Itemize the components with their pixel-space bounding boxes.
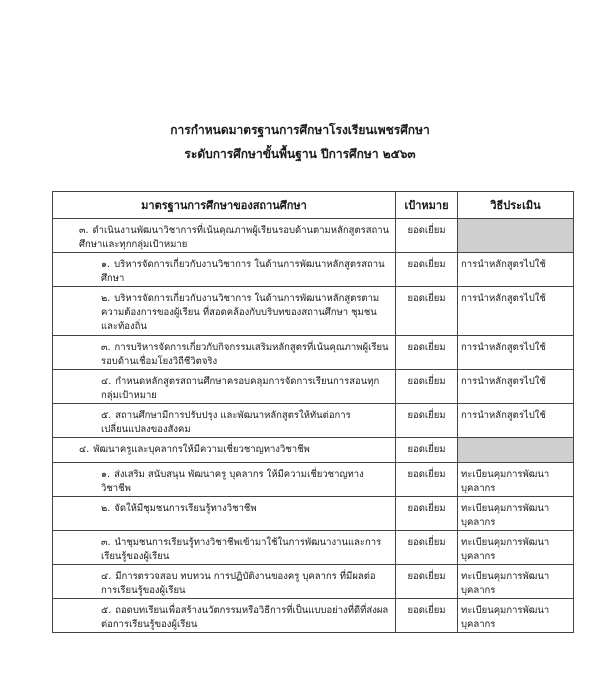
target-cell: ยอดเยี่ยม bbox=[396, 438, 458, 463]
standard-cell bbox=[53, 565, 396, 599]
item-text: สถานศึกษามีการปรับปรุง และพัฒนาหลักสูตรให้ทันต่อการเปลี่ยนแปลงของสังคม bbox=[101, 410, 351, 435]
item-number: ๓. bbox=[101, 342, 111, 353]
standard-cell bbox=[53, 404, 396, 438]
table-row bbox=[53, 531, 574, 565]
table-row bbox=[53, 565, 574, 599]
title-line-2: ระดับการศึกษาขั้นพื้นฐาน ปีการศึกษา ๒๕๖๓ bbox=[184, 147, 416, 161]
item-number: ๑. bbox=[101, 259, 111, 270]
method-cell: การนำหลักสูตรไปใช้ bbox=[458, 336, 574, 370]
target-cell: ยอดเยี่ยม bbox=[396, 463, 458, 497]
table-row bbox=[53, 497, 574, 531]
standard-cell bbox=[53, 219, 396, 253]
item-number: ๕. bbox=[101, 605, 112, 616]
target-cell: ยอดเยี่ยม bbox=[396, 404, 458, 438]
header-target: เป้าหมาย bbox=[396, 192, 458, 219]
table-header-row bbox=[53, 192, 574, 219]
target-cell: ยอดเยี่ยม bbox=[396, 287, 458, 336]
method-cell: การนำหลักสูตรไปใช้ bbox=[458, 287, 574, 336]
standards-table bbox=[52, 191, 574, 633]
item-text: มีการตรวจสอบ ทบทวน การปฏิบัติงานของครู บุคลากร ที่มีผลต่อการเรียนรู้ของผู้เรียน bbox=[101, 571, 376, 596]
table-row bbox=[53, 287, 574, 336]
table-row bbox=[53, 463, 574, 497]
target-cell: ยอดเยี่ยม bbox=[396, 599, 458, 633]
item-text: บริหารจัดการเกี่ยวกับงานวิชาการ ในด้านการพัฒนาหลักสูตรสถานศึกษา bbox=[101, 259, 385, 284]
method-cell: ทะเบียนคุมการพัฒนาบุคลากร bbox=[458, 463, 574, 497]
standard-cell bbox=[53, 438, 396, 463]
item-text: ดำเนินงานพัฒนาวิชาการที่เน้นคุณภาพผู้เรียนรอบด้านตามหลักสูตรสถานศึกษาและทุกกลุ่มเป้าหมาย bbox=[79, 225, 390, 250]
standard-cell bbox=[53, 463, 396, 497]
item-number: ๑. bbox=[101, 469, 111, 480]
method-cell: การนำหลักสูตรไปใช้ bbox=[458, 404, 574, 438]
item-text: พัฒนาครูและบุคลากรให้มีความเชี่ยวชาญทางวิชาชีพ bbox=[93, 444, 310, 455]
target-cell: ยอดเยี่ยม bbox=[396, 497, 458, 531]
item-number: ๔. bbox=[79, 444, 90, 455]
target-cell: ยอดเยี่ยม bbox=[396, 219, 458, 253]
standard-cell bbox=[53, 531, 396, 565]
item-number: ๔. bbox=[101, 571, 112, 582]
header-standard: มาตรฐานการศึกษาของสถานศึกษา bbox=[53, 192, 396, 219]
item-number: ๕. bbox=[101, 410, 112, 421]
standard-cell bbox=[53, 287, 396, 336]
target-cell: ยอดเยี่ยม bbox=[396, 531, 458, 565]
item-number: ๓. bbox=[79, 225, 89, 236]
table-row bbox=[53, 219, 574, 253]
method-cell bbox=[458, 438, 574, 463]
item-number: ๓. bbox=[101, 537, 111, 548]
method-cell: การนำหลักสูตรไปใช้ bbox=[458, 370, 574, 404]
standard-cell bbox=[53, 336, 396, 370]
title-line-1: การกำหนดมาตรฐานการศึกษาโรงเรียนเพชรศึกษา bbox=[170, 123, 430, 137]
table-row bbox=[53, 438, 574, 463]
item-text: ส่งเสริม สนับสนุน พัฒนาครู บุคลากร ให้มีความเชี่ยวชาญทางวิชาชีพ bbox=[101, 469, 364, 494]
target-cell: ยอดเยี่ยม bbox=[396, 253, 458, 287]
item-number: ๔. bbox=[101, 376, 112, 387]
target-cell: ยอดเยี่ยม bbox=[396, 370, 458, 404]
standard-cell bbox=[53, 370, 396, 404]
table-row bbox=[53, 336, 574, 370]
method-cell: การนำหลักสูตรไปใช้ bbox=[458, 253, 574, 287]
item-number: ๒. bbox=[101, 503, 111, 514]
table-row bbox=[53, 370, 574, 404]
method-cell: ทะเบียนคุมการพัฒนาบุคลากร bbox=[458, 531, 574, 565]
method-cell: ทะเบียนคุมการพัฒนาบุคลากร bbox=[458, 565, 574, 599]
method-cell: ทะเบียนคุมการพัฒนาบุคลากร bbox=[458, 599, 574, 633]
item-number: ๒. bbox=[101, 293, 111, 304]
target-cell: ยอดเยี่ยม bbox=[396, 565, 458, 599]
standard-cell bbox=[53, 599, 396, 633]
item-text: กำหนดหลักสูตรสถานศึกษาครอบคลุมการจัดการเรียนการสอนทุกกลุ่มเป้าหมาย bbox=[101, 376, 380, 401]
table-row bbox=[53, 253, 574, 287]
header-method: วิธีประเมิน bbox=[458, 192, 574, 219]
table-row bbox=[53, 404, 574, 438]
item-text: นำชุมชนการเรียนรู้ทางวิชาชีพเข้ามาใช้ในการพัฒนางานและการเรียนรู้ของผู้เรียน bbox=[101, 537, 382, 562]
method-cell: ทะเบียนคุมการพัฒนาบุคลากร bbox=[458, 497, 574, 531]
item-text: การบริหารจัดการเกี่ยวกับกิจกรรมเสริมหลักสูตรที่เน้นคุณภาพผู้เรียนรอบด้านเชื่อมโยงวิถีชีวิตจริง bbox=[101, 342, 389, 367]
target-cell: ยอดเยี่ยม bbox=[396, 336, 458, 370]
standard-cell bbox=[53, 253, 396, 287]
standard-cell bbox=[53, 497, 396, 531]
item-text: ถอดบทเรียนเพื่อสร้างนวัตกรรมหรือวิธีการที่เป็นแบบอย่างที่ดีที่ส่งผลต่อการเรียนรู้ของผู้เรียน bbox=[101, 605, 389, 630]
document-title bbox=[0, 118, 600, 166]
item-text: จัดให้มีชุมชนการเรียนรู้ทางวิชาชีพ bbox=[114, 503, 257, 514]
item-text: บริหารจัดการเกี่ยวกับงานวิชาการ ในด้านการพัฒนาหลักสูตรตามความต้องการของผู้เรียน ที่สอดคล้องกับบริบทของสถานศึกษา ชุมชน และท้องถิ่น bbox=[101, 293, 380, 332]
table-row bbox=[53, 599, 574, 633]
method-cell bbox=[458, 219, 574, 253]
